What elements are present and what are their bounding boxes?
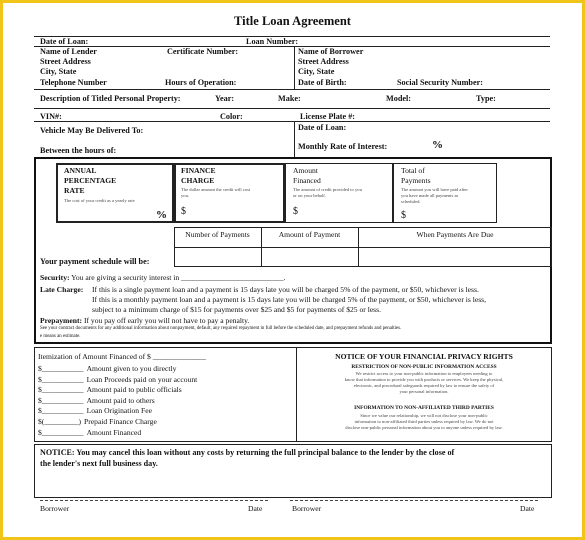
- prepayment-label: Prepayment:: [40, 316, 83, 325]
- prepayment-line: [40, 316, 249, 325]
- telephone-number-label: Telephone Number: [40, 78, 107, 87]
- col-when-payments-due: When Payments Are Due: [416, 230, 494, 239]
- itemization-currency: $: [38, 395, 42, 405]
- privacy-title: NOTICE OF YOUR FINANCIAL PRIVACY RIGHTS: [335, 352, 513, 361]
- monthly-rate-label: Monthly Rate of Interest:: [298, 142, 388, 151]
- late-charge-line-3: subject to a minimum charge of $15 for payments over $25 and $5 for payments of $25 or less.: [92, 305, 381, 314]
- itemization-description: Amount Financed: [86, 427, 142, 437]
- apr-label-1: ANNUAL: [64, 166, 97, 175]
- property-description-label: Description of Titled Personal Property:: [40, 94, 181, 103]
- ssn-label: Social Security Number:: [397, 78, 483, 87]
- itemization-description: Prepaid Finance Charge: [84, 417, 157, 426]
- finance-charge-description-2: you.: [181, 193, 190, 198]
- total-of-payments-description-2: you have made all payments as: [401, 193, 459, 198]
- date-of-birth-label: Date of Birth:: [298, 78, 347, 87]
- name-of-borrower-label: Name of Borrower: [298, 47, 364, 56]
- divider: [34, 108, 550, 109]
- year-label: Year:: [215, 94, 235, 103]
- borrower-city-state-label: City, State: [298, 67, 335, 76]
- finance-charge-label-1: FINANCE: [181, 166, 216, 175]
- col-number-of-payments: Number of Payments: [185, 230, 250, 239]
- privacy-text-1-2: know that information to provide you with products or services. We keep the physical,: [344, 377, 504, 382]
- total-of-payments-label-1: Total of: [401, 166, 425, 175]
- itemization-row: [38, 375, 197, 384]
- date-1-label: Date: [248, 504, 263, 513]
- itemization-description: Amount given to you directly: [86, 364, 177, 373]
- borrower-street-address-label: Street Address: [298, 57, 349, 66]
- late-charge-label: Late Charge:: [40, 285, 84, 294]
- privacy-text-1-1: We restrict access to your non-public information to employees needing to: [355, 371, 493, 376]
- notice-line-1: NOTICE: You may cancel this loan without any costs by returning the full principal balance to the lender by the close of: [40, 448, 455, 457]
- divider: [294, 121, 295, 157]
- security-label: Security:: [40, 273, 70, 282]
- itemization-description: Amount paid to public officials: [86, 385, 182, 395]
- itemization-amount-field[interactable]: ___________: [41, 427, 84, 437]
- itemization-row: [38, 364, 176, 373]
- finance-charge-value: $: [181, 206, 186, 217]
- total-of-payments-description-1: The amount you will have paid after: [401, 187, 468, 192]
- privacy-text-1-4: your personal information.: [399, 389, 449, 394]
- privacy-text-2-2: information to non-affiliated third parties unless required by law. We do not: [354, 419, 494, 424]
- license-plate-label: License Plate #:: [300, 112, 356, 121]
- notice-line-2: the lender's next full business day.: [40, 459, 158, 468]
- contract-note-1: See your contract documents for any additional information about nonpayment, default, any required repayment in full before the scheduled date, and prepayment refunds and penalties.: [40, 326, 402, 331]
- borrower-2-signature-line[interactable]: [290, 500, 538, 501]
- finance-charge-label-2: CHARGE: [181, 176, 215, 185]
- amount-financed-label-1: Amount: [293, 166, 318, 175]
- certificate-number-label: Certificate Number:: [167, 47, 239, 56]
- itemization-row: [38, 417, 157, 426]
- itemization-row: [38, 428, 141, 437]
- delivery-date-of-loan-label: Date of Loan:: [298, 123, 347, 132]
- total-of-payments-description-3: scheduled.: [401, 199, 421, 204]
- color-label: Color:: [220, 112, 243, 121]
- make-label: Make:: [278, 94, 301, 103]
- itemization-currency: $: [38, 417, 42, 426]
- itemization-currency: $: [38, 406, 42, 416]
- privacy-subheading-1: RESTRICTION OF NON-PUBLIC INFORMATION ACCESS: [351, 364, 497, 370]
- divider: [34, 89, 550, 90]
- prepayment-text: If you pay off early you will not have to pay a penalty.: [83, 316, 250, 325]
- col-amount-of-payment: Amount of Payment: [278, 230, 341, 239]
- total-of-payments-value: $: [401, 210, 406, 221]
- itemization-amount-field[interactable]: ___________: [41, 385, 84, 395]
- amount-financed-description-1: The amount of credit provided to you: [293, 187, 362, 192]
- itemization-amount-field[interactable]: (_________): [41, 417, 82, 426]
- document-title: Title Loan Agreement: [234, 14, 351, 28]
- divider: [174, 247, 552, 248]
- itemization-description: Loan Proceeds paid on your account: [86, 374, 198, 384]
- between-hours-label: Between the hours of:: [40, 146, 117, 155]
- total-of-payments-label-2: Payments: [401, 176, 431, 185]
- itemization-description: Amount paid to others: [86, 395, 155, 405]
- divider: [294, 46, 295, 89]
- apr-label-2: PERCENTAGE: [64, 176, 117, 185]
- itemization-amount-field[interactable]: ___________: [41, 395, 84, 405]
- amount-financed-value: $: [293, 206, 298, 217]
- security-line: [40, 273, 286, 282]
- security-text: You are giving a security interest in ___________________________.: [71, 273, 286, 282]
- lender-street-address-label: Street Address: [40, 57, 91, 66]
- privacy-text-1-3: electronic, and procedural safeguards required by law to ensure the safety of: [353, 383, 495, 388]
- itemization-row: [38, 396, 155, 405]
- late-charge-line-1: If this is a single payment loan and a payment is 15 days late you will be charged 5% of the payment, or $50, whichever is less.: [92, 285, 479, 294]
- name-of-lender-label: Name of Lender: [40, 47, 97, 56]
- amount-financed-description-2: or on your behalf.: [293, 193, 326, 198]
- itemization-row: [38, 385, 182, 394]
- date-of-loan-label: Date of Loan:: [40, 37, 89, 46]
- itemization-currency: $: [38, 374, 42, 384]
- itemization-description: Loan Origination Fee: [86, 406, 152, 416]
- contract-note-2: e means an estimate.: [40, 334, 81, 339]
- itemization-currency: $: [38, 385, 42, 395]
- divider: [34, 46, 550, 47]
- borrower-1-signature-line[interactable]: [40, 500, 268, 501]
- itemization-amount-field[interactable]: ___________: [41, 364, 84, 373]
- borrower-2-label: Borrower: [292, 504, 322, 513]
- itemization-header: Itemization of Amount Financed of $ ______________: [38, 352, 206, 361]
- privacy-subheading-2: INFORMATION TO NON-AFFILIATED THIRD PARTIES: [354, 405, 494, 411]
- hours-of-operation-label: Hours of Operation:: [165, 78, 237, 87]
- privacy-text-2-1: Since we value our relationship, we will not disclose your non-public: [360, 413, 488, 418]
- apr-description: The cost of your credit as a yearly rate: [64, 198, 135, 203]
- payment-schedule-label: Your payment schedule will be:: [40, 257, 150, 266]
- loan-number-label: Loan Number:: [246, 37, 299, 46]
- delivered-to-label: Vehicle May Be Delivered To:: [40, 126, 144, 135]
- itemization-currency: $: [38, 427, 42, 437]
- privacy-text-2-3: disclose non-public personal information about you to anyone unless required by law.: [345, 425, 503, 430]
- date-2-label: Date: [520, 504, 535, 513]
- finance-charge-description-1: The dollar amount the credit will cost: [181, 187, 251, 192]
- itemization-amount-field[interactable]: ___________: [41, 406, 84, 416]
- divider: [34, 121, 550, 122]
- type-label: Type:: [476, 94, 496, 103]
- apr-value: %: [156, 209, 167, 221]
- model-label: Model:: [386, 94, 412, 103]
- itemization-currency: $: [38, 364, 42, 373]
- borrower-1-label: Borrower: [40, 504, 70, 513]
- apr-label-3: RATE: [64, 186, 85, 195]
- monthly-rate-percent: %: [432, 139, 443, 151]
- vin-label: VIN#:: [40, 112, 62, 121]
- itemization-row: [38, 406, 152, 415]
- late-charge-line-2: If this is a monthly payment loan and a payment is 15 days late you will be charged 5% of the payment, or $50, whichever is less,: [92, 295, 487, 304]
- amount-financed-label-2: Financed: [293, 176, 321, 185]
- lender-city-state-label: City, State: [40, 67, 77, 76]
- itemization-amount-field[interactable]: ___________: [41, 374, 84, 384]
